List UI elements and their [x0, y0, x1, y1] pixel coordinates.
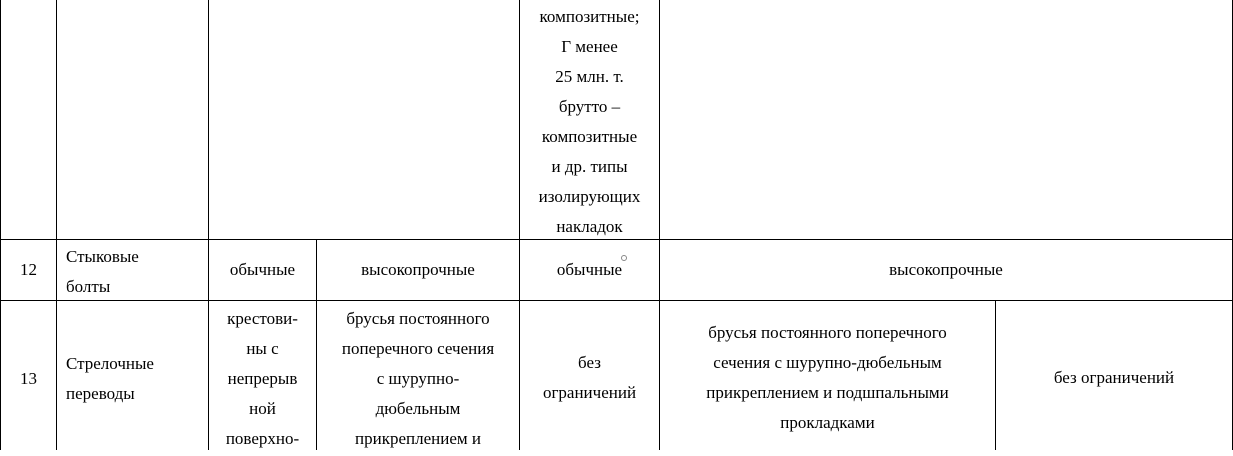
cell-text-line: прикреплением и	[355, 429, 481, 448]
row-13-cell-5	[660, 318, 995, 438]
table-border	[56, 0, 57, 450]
cell-text: без ограничений	[1053, 368, 1175, 387]
cell-text-line: сечения с шурупно-дюбельным	[713, 353, 942, 372]
row-13-cell-3	[317, 304, 519, 454]
cell-text-line: брусья постоянного	[346, 309, 490, 328]
cell-text-line: Стыковые	[66, 247, 139, 266]
cell-text-line: ограничений	[542, 383, 637, 402]
row-12-cell-3	[317, 240, 519, 300]
cell-text-line: поперечного сечения	[341, 339, 495, 358]
circle-mark-icon	[621, 255, 627, 261]
row-12-number	[1, 240, 56, 300]
cell-text-line: непрерыв	[227, 369, 298, 388]
cell-text-line: прокладками	[780, 413, 875, 432]
cell-text: высокопрочные	[361, 260, 475, 279]
row-13-name	[66, 301, 206, 456]
row-13-cell-6	[996, 363, 1232, 393]
row-12-cell-5	[660, 240, 1232, 300]
cell-text: высокопрочные	[889, 260, 1003, 279]
cell-text-line: брутто –	[558, 97, 621, 116]
cell-text-line: дюбельным	[375, 399, 461, 418]
cell-text-line: без	[578, 353, 601, 372]
cell-text-line: ны с	[246, 339, 279, 358]
row-12-name	[66, 242, 206, 302]
cell-text-line: с шурупно-	[376, 369, 460, 388]
cell-text-line: композитные;	[539, 7, 640, 26]
cell-text-line: брусья постоянного поперечного	[708, 323, 947, 342]
row-number: 13	[20, 368, 37, 388]
cell-text-line: болты	[66, 277, 111, 296]
cell-text-line: 25 млн. т.	[555, 67, 624, 86]
cell-text-line: переводы	[66, 383, 135, 403]
row-13-cell-2	[209, 304, 316, 454]
cell-text-line: композитные	[541, 127, 638, 146]
cell-text-line: Г менее	[561, 37, 618, 56]
cell-text-line: ной	[249, 399, 276, 418]
cell-text: обычные	[556, 260, 623, 279]
cell-text-line: накладок	[556, 217, 623, 236]
row-13-cell-4	[520, 348, 659, 408]
prev-row-cell-4	[520, 2, 659, 242]
row-12-cell-2	[209, 240, 316, 300]
cell-text-line: поверхно-	[225, 429, 300, 448]
cell-text-line: изолирующих	[538, 187, 641, 206]
row-13-number	[1, 301, 56, 456]
row-12-cell-4	[520, 240, 659, 300]
cell-text: обычные	[229, 260, 296, 279]
cell-text-line: прикреплением и подшпальными	[706, 383, 949, 402]
cell-text-line: Стрелочные	[66, 353, 154, 373]
cell-text-line: крестови-	[227, 309, 298, 328]
row-number: 12	[20, 260, 37, 279]
cell-text-line: и др. типы	[551, 157, 628, 176]
